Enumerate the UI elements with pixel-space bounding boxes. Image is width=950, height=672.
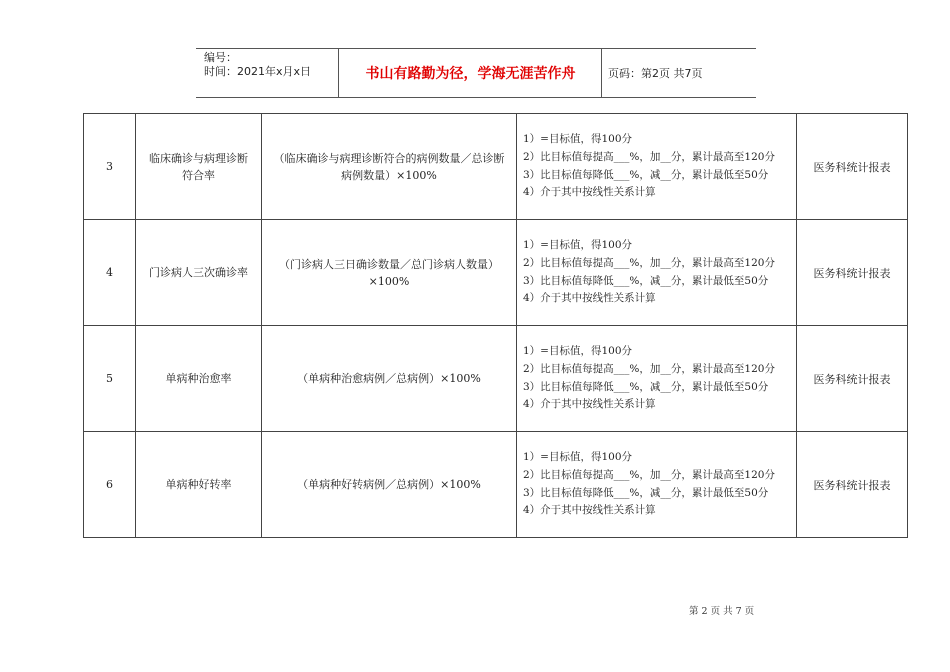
scoring-rules [517,220,797,326]
data-source: 医务科统计报表 [797,432,908,538]
scoring-rule-line: 2）比目标值每提高___%，加__分，累计最高至120分 [523,468,775,481]
data-source: 医务科统计报表 [797,220,908,326]
page-footer: 第 2 页 共 7 页 [689,606,755,617]
page-header [196,48,756,98]
scoring-rule-line: 4）介于其中按线性关系计算 [523,398,656,411]
indicator-name: 单病种好转率 [136,432,262,538]
table-row [84,114,908,220]
scoring-rule-line: 4）介于其中按线性关系计算 [523,504,656,517]
row-index: 3 [84,114,136,220]
row-index: 6 [84,432,136,538]
header-meta [196,49,339,97]
row-index: 4 [84,220,136,326]
page-code: 页码：第2页 共7页 [608,67,703,80]
row-index: 5 [84,326,136,432]
indicator-formula: （临床确诊与病理诊断符合的病例数量／总诊断病例数量）×100% [262,114,517,220]
data-source: 医务科统计报表 [797,114,908,220]
scoring-rule-line: 1）=目标值，得100分 [523,239,633,252]
time-label: 时间：2021年x月x日 [204,65,312,78]
scoring-rules [517,114,797,220]
indicator-formula: （单病种治愈病例／总病例）×100% [262,326,517,432]
scoring-rule-line: 4）介于其中按线性关系计算 [523,292,656,305]
scoring-rule-line: 1）=目标值，得100分 [523,345,633,358]
scoring-rule-line: 3）比目标值每降低___%，减__分，累计最低至50分 [523,274,769,287]
header-motto: 书山有路勤为径，学海无涯苦作舟 [340,49,602,97]
indicator-name: 临床确诊与病理诊断符合率 [136,114,262,220]
scoring-rules [517,432,797,538]
scoring-rule-line: 1）=目标值，得100分 [523,133,633,146]
scoring-rule-line: 3）比目标值每降低___%，减__分，累计最低至50分 [523,168,769,181]
scoring-rules [517,326,797,432]
scoring-rule-line: 1）=目标值，得100分 [523,451,633,464]
data-source: 医务科统计报表 [797,326,908,432]
scoring-rule-line: 3）比目标值每降低___%，减__分，累计最低至50分 [523,486,769,499]
table-row [84,220,908,326]
indicator-formula: （单病种好转病例／总病例）×100% [262,432,517,538]
indicator-formula: （门诊病人三日确诊数量／总门诊病人数量）×100% [262,220,517,326]
scoring-rule-line: 2）比目标值每提高___%，加__分，累计最高至120分 [523,256,775,269]
scoring-rule-line: 4）介于其中按线性关系计算 [523,186,656,199]
scoring-rule-line: 2）比目标值每提高___%，加__分，累计最高至120分 [523,150,775,163]
scoring-rule-line: 2）比目标值每提高___%，加__分，累计最高至120分 [523,362,775,375]
indicator-table [83,113,908,538]
indicator-name: 单病种治愈率 [136,326,262,432]
table-row [84,326,908,432]
table-row [84,432,908,538]
number-label: 编号： [204,51,237,64]
scoring-rule-line: 3）比目标值每降低___%，减__分，累计最低至50分 [523,380,769,393]
indicator-name: 门诊病人三次确诊率 [136,220,262,326]
